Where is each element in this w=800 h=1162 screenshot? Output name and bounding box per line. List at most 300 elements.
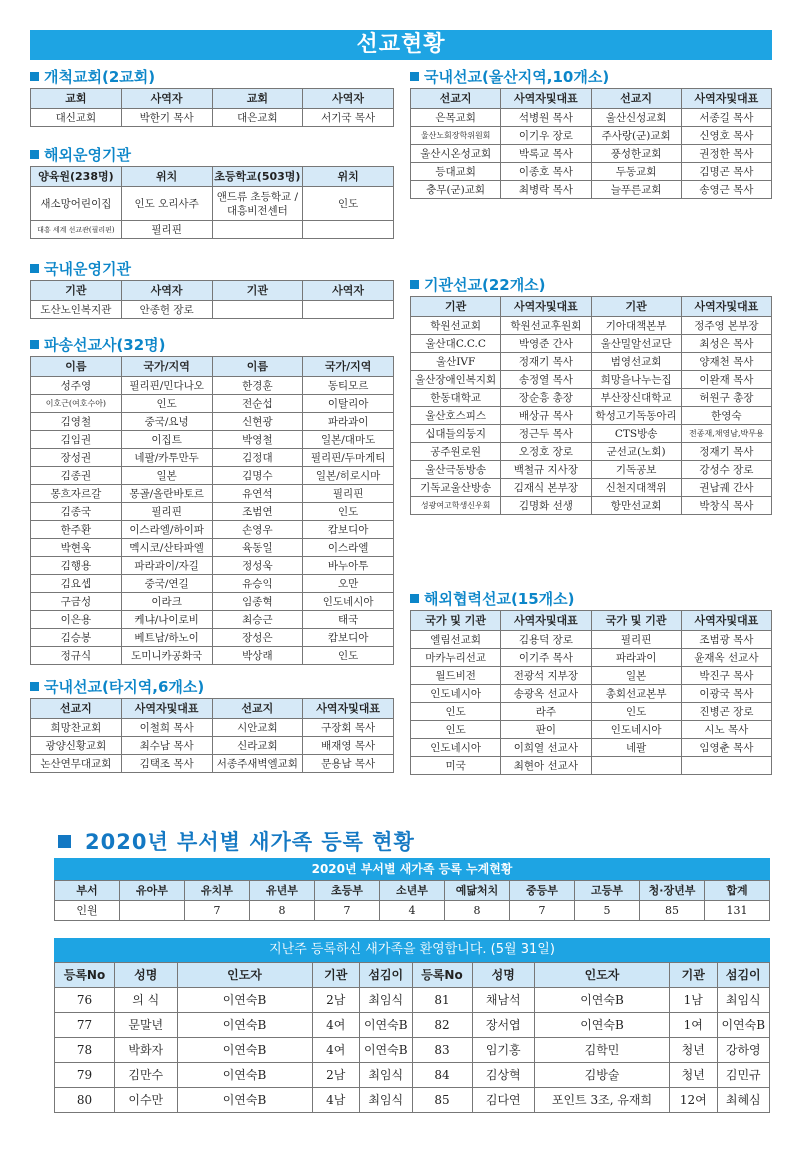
table-row [31,503,394,521]
table-cell: 12여 [670,1088,718,1113]
table-cell: 4 [380,901,445,921]
column-header: 국가 및 기관 [591,611,681,631]
table-row [31,109,394,127]
table-cell: 77 [55,1013,115,1038]
table-cell: 81 [412,988,472,1013]
column-header: 유년부 [250,881,315,901]
column-header: 이름 [212,357,303,377]
table-row [55,1038,770,1063]
table-cell: 정성욱 [212,557,303,575]
table-cell: 파라과이 [303,413,394,431]
table-cell: 박록교 목사 [501,145,591,163]
table-row [411,631,772,649]
header-row [31,89,394,109]
table-cell: 청년 [670,1063,718,1088]
table-cell: 박진구 목사 [681,667,771,685]
table-cell: 신천지대책위 [591,479,681,497]
table-cell: 최임식 [717,988,770,1013]
domestic-ulsan-section [410,66,772,199]
table-cell: 신라교회 [212,737,303,755]
table-cell: 논산연무대교회 [31,755,122,773]
table-cell: 송정열 목사 [501,371,591,389]
table-cell: 85 [412,1088,472,1113]
column-header: 이름 [31,357,122,377]
table-cell: 김다연 [472,1088,535,1113]
table-row [31,301,394,319]
table-cell: 일본/대마도 [303,431,394,449]
table-cell: 송광옥 선교사 [501,685,591,703]
table-cell [212,301,303,319]
column-header: 기관 [31,281,122,301]
column-header: 사역자및대표 [501,297,591,317]
table-cell: 강성수 장로 [681,461,771,479]
table-cell: 일본 [121,467,212,485]
table-cell: 이연숙B [177,1088,312,1113]
table-cell: 이완재 목사 [681,371,771,389]
table-cell: 1여 [670,1013,718,1038]
overseas-org-table: 양육원(238명) 위치 초등학교(503명) 위치 새소망어린이집 인도 오리사주 앤드류 초등학교 / 대흥비전센터 인도 대흥 세계 선교관(필리핀) 필리핀 [30,166,394,239]
table-cell: 이연숙B [535,1013,670,1038]
table-cell: 2남 [312,988,360,1013]
table-cell: 박상래 [212,647,303,665]
summary-caption: 2020년 부서별 새가족 등록 누계현황 [54,858,770,880]
column-header: 섬김이 [717,963,770,988]
domestic-org-section [30,258,394,319]
domestic-other-section [30,676,394,773]
table-cell: 전순섭 [212,395,303,413]
table-cell: 백철규 지사장 [501,461,591,479]
overseas-coop-section [410,588,772,775]
table-cell: 배재영 목사 [303,737,394,755]
table-cell: 박현욱 [31,539,122,557]
square-bullet-icon [30,150,39,159]
table-row [31,629,394,647]
table-row [411,145,772,163]
table-cell: 총회선교본부 [591,685,681,703]
table-cell: 정재기 목사 [501,353,591,371]
table-cell: 78 [55,1038,115,1063]
column-header: 기관 [591,297,681,317]
table-cell: 기아대책본부 [591,317,681,335]
table-cell: 인도네시아 [591,721,681,739]
table-cell: 동티모르 [303,377,394,395]
table-cell: 미국 [411,757,501,775]
column-header: 중등부 [510,881,575,901]
table-row [411,389,772,407]
table-row [411,407,772,425]
table-cell: 이기우 장로 [501,127,591,145]
table-cell: 인도 [411,721,501,739]
table-cell: 이호근(여호수아) [31,395,122,413]
table-cell: 시안교회 [212,719,303,737]
table-cell: 박창식 목사 [681,497,771,515]
table-cell: 76 [55,988,115,1013]
table-cell: 안종헌 장로 [121,301,212,319]
table-cell: 범영선교회 [591,353,681,371]
column-header: 사역자및대표 [681,611,771,631]
table-row [411,163,772,181]
table-cell: 구금성 [31,593,122,611]
table-row [411,757,772,775]
table-cell: 인도 [303,503,394,521]
table-cell: 광양신황교회 [31,737,122,755]
table-row [31,593,394,611]
table-cell: 조범광 목사 [681,631,771,649]
table-row [411,181,772,199]
section-heading: 해외협력선교(15개소) [410,588,772,610]
table-cell: 문용남 목사 [303,755,394,773]
table-cell: 몽골/올란바토르 [121,485,212,503]
table-cell: 2남 [312,1063,360,1088]
table-cell: 인도 [411,703,501,721]
table-cell: 최현아 선교사 [501,757,591,775]
table-cell: 학원선교회 [411,317,501,335]
section-heading: 해외운영기관 [30,144,394,166]
table-cell: 정재기 목사 [681,443,771,461]
table-cell: 권남궤 간사 [681,479,771,497]
table-cell: 한경훈 [212,377,303,395]
table-cell: 엘림선교회 [411,631,501,649]
table-cell: 서기국 목사 [303,109,394,127]
column-header: 선교지 [591,89,681,109]
table-cell: 서종길 목사 [681,109,771,127]
table-cell: 김행용 [31,557,122,575]
table-cell: 8 [445,901,510,921]
table-cell: 8 [250,901,315,921]
registration-summary [54,858,770,921]
table-row [31,485,394,503]
table-cell: 조범연 [212,503,303,521]
table-row [411,479,772,497]
table-cell: 캄보디아 [303,521,394,539]
table-cell: 케냐/나이로비 [121,611,212,629]
table-cell: 멕시코/산타파엘 [121,539,212,557]
welcome-table [54,962,770,1113]
table-cell: 신현광 [212,413,303,431]
table-row [411,425,772,443]
square-bullet-icon [30,264,39,273]
overseas-coop-table [410,610,772,775]
table-cell: 인도네시아 [303,593,394,611]
table-cell: 이스라엘 [303,539,394,557]
table-cell: 신영호 목사 [681,127,771,145]
square-bullet-icon [30,340,39,349]
table-cell: 유연석 [212,485,303,503]
domestic-other-table [30,698,394,773]
column-header: 기관 [212,281,303,301]
table-cell: 허원구 총장 [681,389,771,407]
table-cell: 육동일 [212,539,303,557]
table-cell: 장성은 [212,629,303,647]
table-cell: 장성권 [31,449,122,467]
table-cell: 이은용 [31,611,122,629]
table-row [31,431,394,449]
section-heading: 국내선교(울산지역,10개소) [410,66,772,88]
table-cell: 한영숙 [681,407,771,425]
section-heading: 국내선교(타지역,6개소) [30,676,394,698]
table-cell: 김승봉 [31,629,122,647]
table-cell: 구장회 목사 [303,719,394,737]
table-row [31,449,394,467]
table-cell: 인도네시아 [411,685,501,703]
table-cell: 이철희 목사 [121,719,212,737]
table-cell: 최승근 [212,611,303,629]
column-header: 소년부 [380,881,445,901]
square-bullet-icon [410,72,419,81]
table-row [411,721,772,739]
table-cell: 월드비전 [411,667,501,685]
table-cell: 권정한 목사 [681,145,771,163]
table-cell: 필리핀 [121,503,212,521]
column-header: 등록No [55,963,115,988]
table-cell: 김택조 목사 [121,755,212,773]
table-cell: 기독교울산방송 [411,479,501,497]
table-cell: CTS방송 [591,425,681,443]
table-cell: 학원선교후원회 [501,317,591,335]
column-header: 선교지 [411,89,501,109]
table-cell: 김명수 [212,467,303,485]
table-row [31,377,394,395]
table-cell: 일본 [591,667,681,685]
column-header: 사역자 [121,281,212,301]
column-header: 선교지 [212,699,303,719]
table-cell: 오만 [303,575,394,593]
column-header: 등록No [412,963,472,988]
table-cell: 중국/연길 [121,575,212,593]
table-cell: 이광국 목사 [681,685,771,703]
table-cell: 태국 [303,611,394,629]
table-cell: 청년 [670,1038,718,1063]
table-row [411,703,772,721]
table-cell: 85 [640,901,705,921]
table-cell: 필리핀/민다나오 [121,377,212,395]
table-cell [120,901,185,921]
table-row [55,1088,770,1113]
table-cell [303,301,394,319]
table-cell: 인도 [591,703,681,721]
table-cell: 울산호스피스 [411,407,501,425]
column-header: 인도자 [535,963,670,988]
table-cell: 최임식 [360,988,413,1013]
table-cell: 김명화 선생 [501,497,591,515]
table-row [411,127,772,145]
square-bullet-icon [30,682,39,691]
column-header: 교회 [212,89,303,109]
table-cell: 이연숙B [177,1038,312,1063]
table-cell: 정규식 [31,647,122,665]
table-cell: 131 [705,901,770,921]
table-row [411,335,772,353]
table-cell: 7 [510,901,575,921]
table-cell: 송영근 목사 [681,181,771,199]
column-header: 유아부 [120,881,185,901]
table-cell [681,757,771,775]
org-mission-table [410,296,772,515]
table-cell: 김종국 [31,503,122,521]
table-row [31,575,394,593]
square-bullet-icon [410,280,419,289]
table-cell: 희망을나누는집 [591,371,681,389]
table-cell: 79 [55,1063,115,1088]
table-cell: 울산장애인복지회 [411,371,501,389]
table-cell: 이탈리아 [303,395,394,413]
table-cell: 인도 [303,647,394,665]
table-cell: 오정호 장로 [501,443,591,461]
table-cell: 80 [55,1088,115,1113]
column-header: 국가/지역 [303,357,394,377]
table-cell: 대신교회 [31,109,122,127]
table-cell: 정근두 목사 [501,425,591,443]
table-cell: 한주환 [31,521,122,539]
column-header: 사역자및대표 [501,89,591,109]
table-cell: 서종주새벽엘교회 [212,755,303,773]
table-row [31,395,394,413]
table-cell: 포인트 3조, 유재희 [535,1088,670,1113]
column-header: 기관 [411,297,501,317]
table-cell: 늘푸른교회 [591,181,681,199]
column-header: 청·장년부 [640,881,705,901]
header-row [31,699,394,719]
column-header: 교회 [31,89,122,109]
column-header: 사역자및대표 [501,611,591,631]
table-cell: 파라과이/자길 [121,557,212,575]
overseas-org-section [30,144,394,239]
table-cell: 최임식 [360,1063,413,1088]
table-cell: 은목교회 [411,109,501,127]
table-cell: 이집트 [121,431,212,449]
table-row [411,667,772,685]
table-row [411,353,772,371]
column-header: 사역자 [121,89,212,109]
table-cell: 1남 [670,988,718,1013]
column-header: 초등부 [315,881,380,901]
table-cell: 84 [412,1063,472,1088]
header-row [31,357,394,377]
welcome-section [54,938,770,1113]
domestic-ulsan-table [410,88,772,199]
table-cell: 군선교(노회) [591,443,681,461]
table-cell: 인원 [55,901,120,921]
table-cell: 필리핀/두마게티 [303,449,394,467]
header-row [411,297,772,317]
table-cell: 정주영 본부장 [681,317,771,335]
column-header: 사역자및대표 [121,699,212,719]
registration-heading: 2020년 부서별 새가족 등록 현황 [58,826,415,856]
table-row [31,521,394,539]
column-header: 기관 [670,963,718,988]
table-cell: 네팔 [591,739,681,757]
summary-table [54,880,770,921]
table-cell: 4여 [312,1038,360,1063]
square-bullet-icon [58,835,71,848]
table-cell: 이기주 목사 [501,649,591,667]
column-header: 인도자 [177,963,312,988]
table-cell: 캄보디아 [303,629,394,647]
table-cell: 장순흥 총장 [501,389,591,407]
table-cell: 울산밀알선교단 [591,335,681,353]
table-cell: 이연숙B [177,1013,312,1038]
table-cell: 십대들의둥지 [411,425,501,443]
table-cell: 83 [412,1038,472,1063]
gaechuk-table [30,88,394,127]
table-cell: 배상규 목사 [501,407,591,425]
square-bullet-icon [30,72,39,81]
table-cell: 김요셉 [31,575,122,593]
column-header: 섬김이 [360,963,413,988]
table-cell: 유승익 [212,575,303,593]
table-row [55,1013,770,1038]
column-header: 사역자 [303,281,394,301]
table-cell: 임기홍 [472,1038,535,1063]
table-cell: 장서엽 [472,1013,535,1038]
table-cell: 대은교회 [212,109,303,127]
table-cell: 부산장신대학교 [591,389,681,407]
column-header: 예닮처치 [445,881,510,901]
section-heading: 기관선교(22개소) [410,274,772,296]
table-cell: 진병곤 장로 [681,703,771,721]
table-cell: 필리핀 [303,485,394,503]
table-cell: 최혜심 [717,1088,770,1113]
table-cell: 82 [412,1013,472,1038]
column-header: 사역자및대표 [303,699,394,719]
table-cell: 최수남 목사 [121,737,212,755]
table-cell: 이연숙B [360,1013,413,1038]
table-cell: 마카누리선교 [411,649,501,667]
table-cell: 이연숙B [717,1013,770,1038]
table-cell: 희망찬교회 [31,719,122,737]
table-cell: 이연숙B [177,988,312,1013]
table-cell: 최병락 목사 [501,181,591,199]
table-cell: 주사랑(군)교회 [591,127,681,145]
header-row [411,611,772,631]
table-cell: 이스라엘/하이파 [121,521,212,539]
table-cell [591,757,681,775]
table-cell: 네팔/카투만두 [121,449,212,467]
table-cell: 중국/요녕 [121,413,212,431]
table-cell: 공주원로원 [411,443,501,461]
table-row [31,737,394,755]
table-cell: 강하영 [717,1038,770,1063]
table-cell: 인도 [121,395,212,413]
table-cell: 울산IVF [411,353,501,371]
table-cell: 박영철 [212,431,303,449]
table-cell: 박화자 [115,1038,178,1063]
table-row [411,443,772,461]
table-cell: 이희열 선교사 [501,739,591,757]
column-header: 사역자및대표 [681,89,771,109]
table-cell: 풍성한교회 [591,145,681,163]
table-cell: 최임식 [360,1088,413,1113]
column-header: 기관 [312,963,360,988]
table-cell: 7 [315,901,380,921]
table-row [411,109,772,127]
table-row [411,371,772,389]
table-cell: 김만수 [115,1063,178,1088]
table-cell: 김방술 [535,1063,670,1088]
table-row [411,739,772,757]
table-cell: 김재식 본부장 [501,479,591,497]
column-header: 성명 [115,963,178,988]
table-cell: 5 [575,901,640,921]
table-cell: 한동대학교 [411,389,501,407]
table-cell: 김임권 [31,431,122,449]
table-cell: 울산대C.C.C [411,335,501,353]
table-cell: 일본/히로시마 [303,467,394,485]
table-row [55,988,770,1013]
table-cell: 김용덕 장로 [501,631,591,649]
table-cell: 전광석 지부장 [501,667,591,685]
table-cell: 박한기 목사 [121,109,212,127]
